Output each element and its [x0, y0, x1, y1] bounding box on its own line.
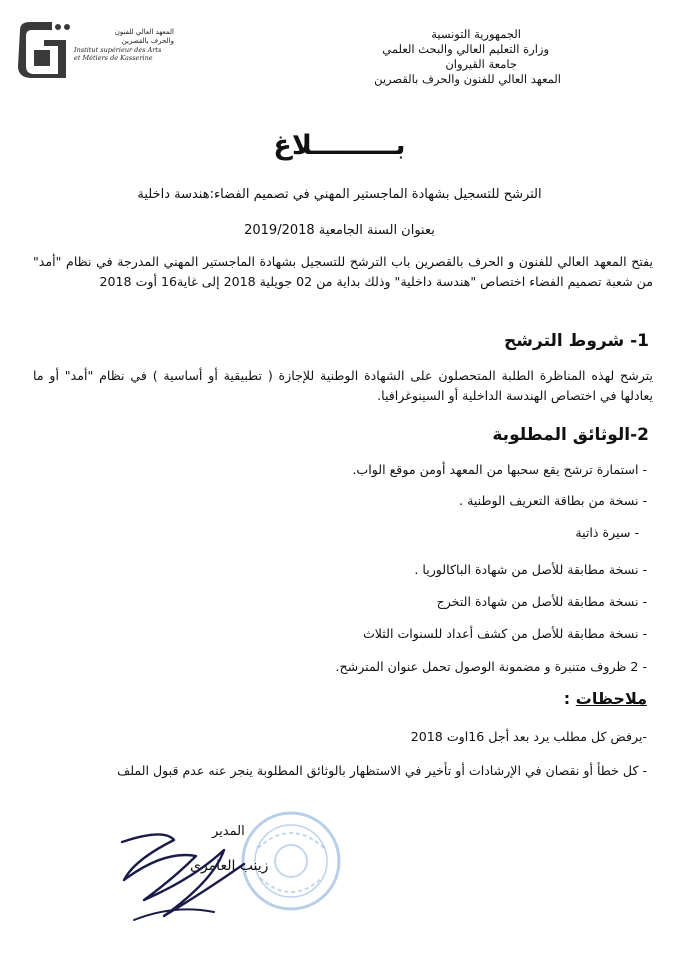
logo-mark-icon — [14, 20, 76, 78]
document-item: - نسخة مطابقة للأصل من كشف أعداد للسنوات الثلاث — [362, 626, 647, 641]
note-item: - كل خطأ أو نقصان في الإرشادات أو تأخير في الاستظهار بالوثائق المطلوبة ينجر عنه عدم قبول الملف — [117, 763, 647, 778]
subtitle: الترشح للتسجيل بشهادة الماجستير المهني في تصميم الفضاء:هندسة داخلية — [137, 187, 542, 202]
header-university: جامعة القيروان — [445, 57, 517, 71]
notes-heading-label: ملاحظات — [575, 689, 647, 708]
intro-paragraph: يفتح المعهد العالي للفنون و الحرف بالقصرين باب الترشح للتسجيل بشهادة الماجستير المهني المدرجة في نظام "أمد" من شعبة تصميم الفضاء اختصاص "هندسة داخلية" وذلك بداية من 02 جويلية 2018 إلى غاية16 أوت 2018 — [33, 254, 653, 289]
header-institute: المعهد العالي للفنون والحرف بالقصرين — [374, 72, 561, 86]
section-documents-heading: 2-الوثائق المطلوبة — [492, 425, 649, 445]
header-republic: الجمهورية التونسية — [431, 27, 521, 41]
notes-heading — [564, 689, 647, 708]
logo-text — [74, 28, 174, 62]
notes-heading-colon: : — [563, 689, 571, 708]
academic-year: بعنوان السنة الجامعية 2019/2018 — [244, 223, 435, 238]
logo-line-fr: Institut supérieur des Arts — [74, 46, 162, 54]
logo-line: والحرف بالقصرين — [121, 37, 174, 45]
page-title: بـــــــــلاغ — [273, 130, 406, 161]
document-item: - سيرة ذاتية — [575, 525, 639, 540]
logo-line-fr: et Métiers de Kasserine — [74, 54, 153, 62]
document-item: - استمارة ترشح يقع سحبها من المعهد أومن موقع الواب. — [352, 462, 647, 477]
note-item: -يرفض كل مطلب يرد بعد أجل 16اوت 2018 — [410, 729, 647, 744]
handwritten-signature-icon — [104, 820, 254, 930]
document-item: - نسخة مطابقة للأصل من شهادة الباكالوريا . — [414, 562, 647, 577]
document-item: - نسخة من بطاقة التعريف الوطنية . — [459, 493, 647, 508]
institute-logo — [14, 20, 174, 90]
document-item: - 2 ظروف متنبرة و مضمونة الوصول تحمل عنوان المترشح. — [335, 659, 647, 674]
document-item: - نسخة مطابقة للأصل من شهادة التخرج — [436, 594, 647, 609]
government-header — [374, 27, 561, 87]
section-conditions-heading: 1- شروط الترشح — [504, 331, 649, 351]
signatory-name: زينب العامري — [190, 858, 269, 874]
header-ministry: وزارة التعليم العالي والبحث العلمي — [382, 42, 549, 56]
logo-line: المعهد العالي للفنون — [114, 28, 174, 36]
signatory-title: المدير — [212, 824, 245, 839]
section-conditions-text: يترشح لهذه المناظرة الطلبة المتحصلون على الشهادة الوطنية للإجازة ( تطبيقية أو أساسية ) في نظام "أمد" أو ما يعادلها في اختصاص الهندسة الداخلية أو السينوغرافيا. — [33, 368, 653, 403]
